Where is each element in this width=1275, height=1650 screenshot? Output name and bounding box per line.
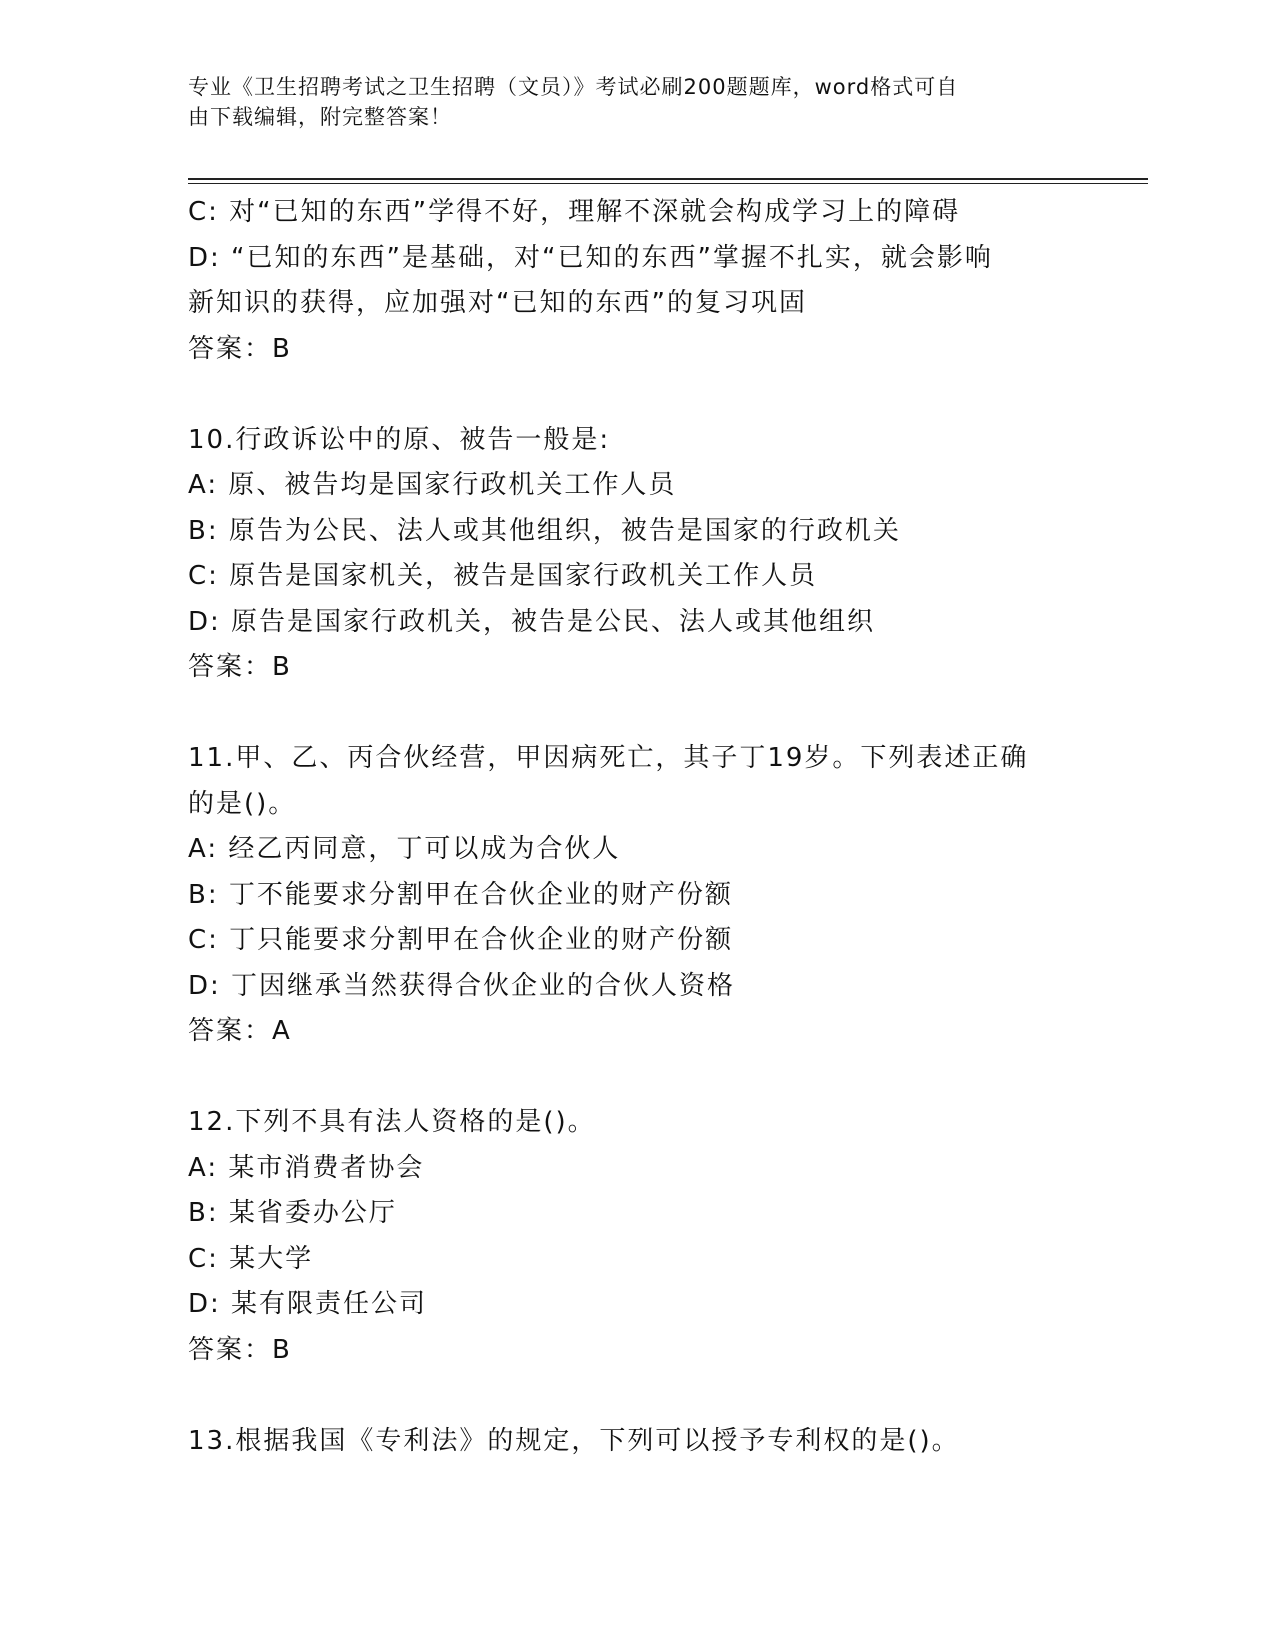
question-stem: 11.甲、乙、丙合伙经营，甲因病死亡，其子丁19岁。下列表述正确 [188,743,1029,773]
header-line-1: 专业《卫生招聘考试之卫生招聘（文员）》考试必刷200题题库，word格式可自 [188,75,959,99]
option-d: D: 某有限责任公司 [188,1289,428,1319]
spacer [188,691,1088,737]
option-b: B: 丁不能要求分割甲在合伙企业的财产份额 [188,879,733,910]
option-b: B: 原告为公民、法人或其他组织，被告是国家的行政机关 [188,515,901,546]
answer: 答案：A [188,1016,292,1046]
answer: 答案：B [188,1334,292,1365]
option-d: D: 丁因继承当然获得合伙企业的合伙人资格 [188,970,736,1001]
question-12 [188,1100,1088,1373]
header-divider-thick [188,178,1148,180]
answer: 答案：B [188,652,292,682]
question-10 [188,418,1088,691]
question-stem: 10.行政诉讼中的原、被告一般是: [188,424,611,455]
header-divider-thin [188,183,1148,184]
option-d: D: “已知的东西”是基础，对“已知的东西”掌握不扎实，就会影响 [188,242,993,273]
option-a: A: 经乙丙同意，丁可以成为合伙人 [188,834,621,864]
option-a: A: 原、被告均是国家行政机关工作人员 [188,470,677,500]
question-9-continuation [188,190,1088,372]
option-c: C: 原告是国家机关，被告是国家行政机关工作人员 [188,561,818,591]
option-c: C: 某大学 [188,1243,314,1274]
option-a: A: 某市消费者协会 [188,1152,425,1183]
spacer [188,372,1088,418]
option-c: C: 对“已知的东西”学得不好，理解不深就会构成学习上的障碍 [188,197,961,227]
option-c: C: 丁只能要求分割甲在合伙企业的财产份额 [188,925,734,955]
question-stem: 12.下列不具有法人资格的是()。 [188,1107,596,1137]
spacer [188,1373,1088,1419]
question-stem: 13.根据我国《专利法》的规定，下列可以授予专利权的是()。 [188,1425,960,1456]
header-line-2: 由下载编辑，附完整答案！ [188,105,452,129]
option-d-wrap: 新知识的获得，应加强对“已知的东西”的复习巩固 [188,288,807,318]
question-stem-wrap: 的是()。 [188,788,297,819]
question-11 [188,736,1088,1055]
option-b: B: 某省委办公厅 [188,1198,397,1228]
document-header [188,72,1068,132]
answer: 答案：B [188,333,292,364]
spacer [188,1055,1088,1101]
option-d: D: 原告是国家行政机关，被告是公民、法人或其他组织 [188,606,876,637]
question-content [188,190,1088,1464]
question-13 [188,1419,1088,1465]
